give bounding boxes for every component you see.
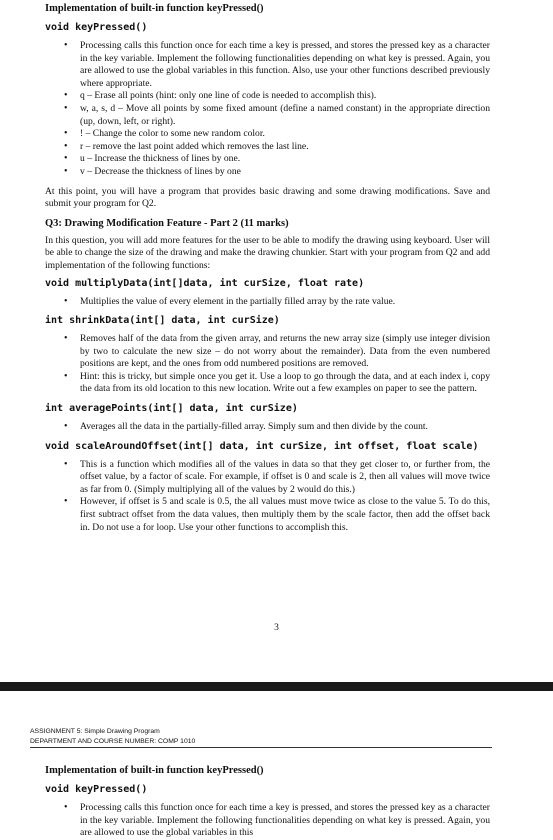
bullet-item: • Hint: this is tricky, but simple once you get it. Use a loop to go through the data, and at each index i, copy the data from its old location to this new location. Write out a few examples on paper to see the pattern.: [45, 371, 490, 396]
bullet-item: • Removes half of the data from the given array, and returns the new array size (simply use integer division by two to calculate the new size – do not worry about the remainder). Data from the even numbered positions are kept, and the ones from odd numbered positions are removed.: [45, 333, 490, 371]
bullet-item: • u – Increase the thickness of lines by one.: [45, 153, 490, 166]
q3-intro-paragraph: In this question, you will add more features for the user to be able to modify the drawing using keyboard. User will be able to change the size of the drawing and make the drawing chunkier. Start with your program from Q2 and add implementation of the following functions:: [45, 234, 490, 271]
keypressed-signature: void keyPressed(): [45, 784, 148, 795]
keypressed-signature: void keyPressed(): [45, 22, 148, 33]
bullet-item: • This is a function which modifies all of the values in data so that they get closer to, or further from, the offset value, by a factor of scale. For example, if offset is 0 and scale is 2, then all values will move twice as far from 0. (Simply multiplying all of the values by 2 would do this.): [45, 459, 490, 497]
average-bullet-list: [45, 421, 490, 434]
bullet-item: • w, a, s, d – Move all points by some fixed amount (define a named constant) in the appropriate direction (up, down, left, or right).: [45, 103, 490, 128]
q3-heading: Q3: Drawing Modification Feature - Part 2 (11 marks): [45, 217, 289, 229]
keypressed-bullet-list: [45, 802, 490, 840]
header-rule: [30, 747, 492, 748]
scale-bullet-list: [45, 459, 490, 535]
bullet-item: • Processing calls this function once for each time a key is pressed, and stores the pressed key as a character in the key variable. Implement the following functionalities depending on what key is pressed. Again, you are allowed to use the global variables in this function. Also, use your other functions described previously where appropriate.: [45, 40, 490, 90]
keypressed-heading: Implementation of built-in function keyPressed(): [45, 3, 264, 14]
page-gap: [0, 691, 553, 721]
bullet-item: • Multiplies the value of every element in the partially filled array by the rate value.: [45, 296, 490, 309]
keypressed-bullet-list: [45, 40, 490, 179]
shrink-bullet-list: [45, 333, 490, 396]
keypressed-heading: Implementation of built-in function keyPressed(): [45, 765, 264, 776]
page-divider: [0, 682, 553, 691]
scale-signature: void scaleAroundOffset(int[] data, int curSize, int offset, float scale): [45, 440, 479, 452]
bullet-item: • ! – Change the color to some new random color.: [45, 128, 490, 141]
page3-body: [45, 2, 490, 534]
bullet-item: • Averages all the data in the partially-filled array. Simply sum and then divide by the count.: [45, 421, 490, 434]
page4-body: [45, 764, 490, 840]
average-signature: int averagePoints(int[] data, int curSize): [45, 403, 298, 415]
bullet-item: • q – Erase all points (hint: only one line of code is needed to accomplish this).: [45, 90, 490, 103]
bullet-item: • v – Decrease the thickness of lines by one: [45, 166, 490, 179]
page4-header-course: DEPARTMENT AND COURSE NUMBER: COMP 1010: [30, 738, 196, 745]
page-number: 3: [274, 622, 279, 633]
bullet-item: • However, if offset is 5 and scale is 0.5, the all values must move twice as close to the value 5. To do this, first subtract offset from the data values, then multiply them by the scale factor, then add the offset back in. Do not use a for loop. Use your other functions to accomplish this.: [45, 496, 490, 534]
multiply-bullet-list: [45, 296, 490, 309]
multiply-signature: void multiplyData(int[]data, int curSize, float rate): [45, 277, 365, 289]
shrink-signature: int shrinkData(int[] data, int curSize): [45, 315, 280, 327]
bullet-item: • Processing calls this function once for each time a key is pressed, and stores the pressed key as a character in the key variable. Implement the following functionalities depending on what key is pressed. Again, you are allowed to use the global variables in this: [45, 802, 490, 840]
q2-closing-paragraph: At this point, you will have a program that provides basic drawing and some drawing modifications. Save and submit your program for Q2.: [45, 185, 490, 210]
bullet-item: • r – remove the last point added which removes the last line.: [45, 141, 490, 154]
page4-header-assignment: ASSIGNMENT 5: Simple Drawing Program: [30, 728, 160, 735]
